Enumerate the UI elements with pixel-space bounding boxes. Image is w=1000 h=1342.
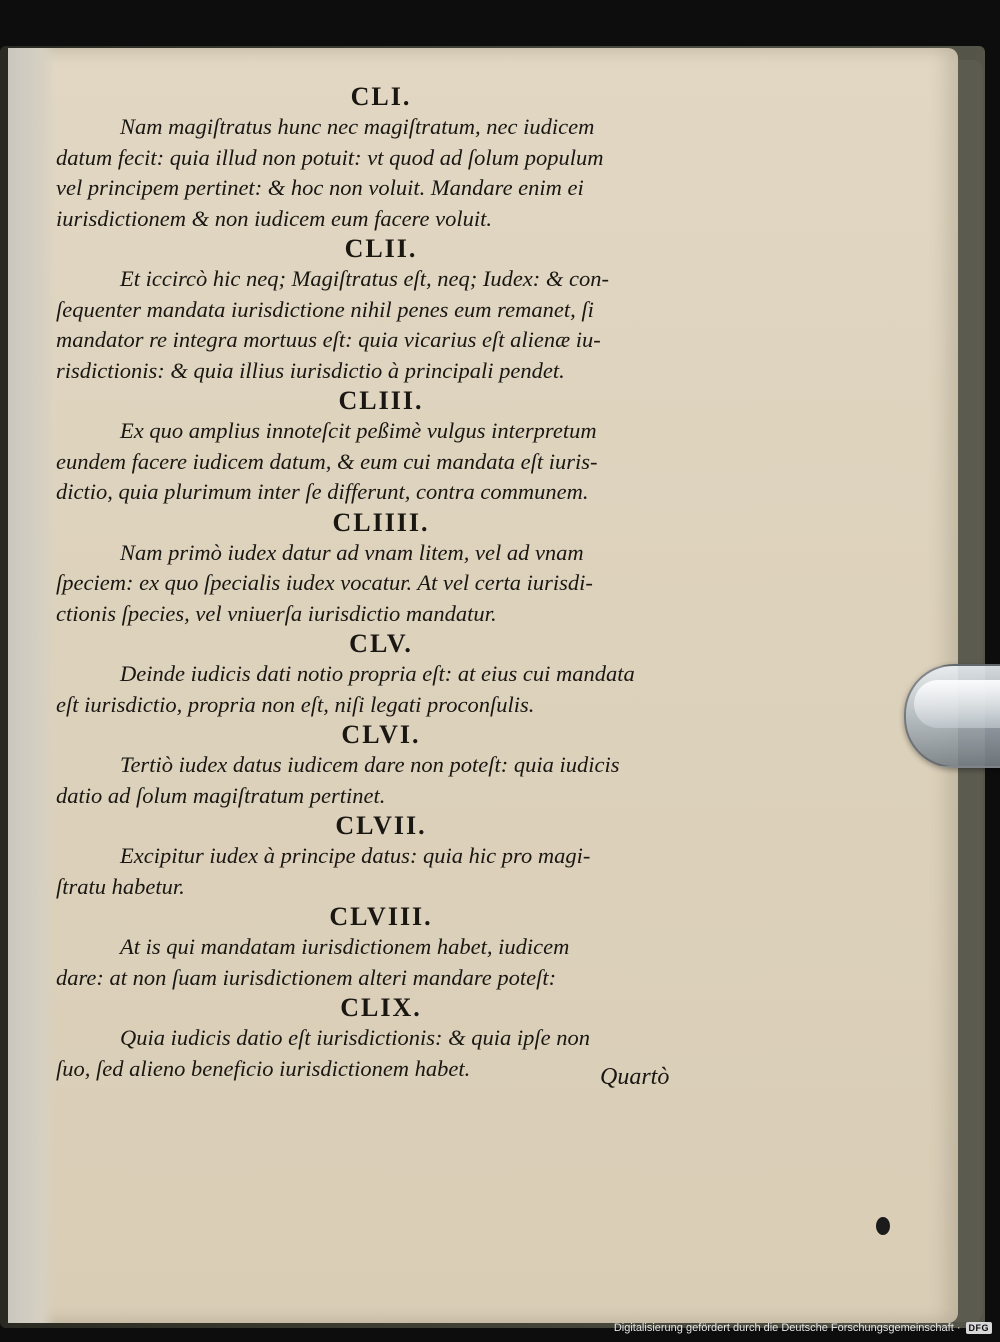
text-line: At is qui mandatam iurisdictionem habet, iudicem bbox=[120, 934, 570, 959]
text-line: Tertiò iudex datus iudicem dare non poteſt: quia iudicis bbox=[120, 752, 620, 777]
text-line: ſtratu habetur. bbox=[56, 873, 185, 899]
text-line: Quia iudicis datio eſt iurisdictionis: & quia ipſe non bbox=[120, 1025, 590, 1050]
text-line: ctionis ſpecies, vel vniuerſa iurisdictio mandatur. bbox=[56, 600, 497, 626]
text-line: datum fecit: quia illud non potuit: vt quod ad ſolum populum bbox=[56, 144, 604, 170]
text-line: dare: at non ſuam iurisdictionem alteri mandare poteſt: bbox=[56, 964, 557, 990]
text-line: Nam primò iudex datur ad vnam litem, vel ad vnam bbox=[120, 539, 584, 565]
catchword: Quartò bbox=[600, 1064, 670, 1090]
dfg-logo-icon: DFG bbox=[966, 1322, 993, 1334]
section-heading: CLVIII. bbox=[329, 902, 433, 931]
section-heading: CLIX. bbox=[340, 993, 422, 1022]
section-heading: CLIII. bbox=[338, 386, 424, 415]
section-heading: CLI. bbox=[350, 82, 412, 111]
page-worn-edge bbox=[8, 48, 56, 1323]
text-line: Ex quo amplius innoteſcit peßimè vulgus interpretum bbox=[120, 418, 597, 443]
page-text bbox=[56, 82, 706, 1084]
digitization-footer bbox=[614, 1320, 992, 1336]
text-line: ſpeciem: ex quo ſpecialis iudex vocatur. At vel certa iurisdi- bbox=[56, 570, 593, 595]
page-hole bbox=[876, 1217, 890, 1235]
text-line: dictio, quia plurimum inter ſe differunt, contra communem. bbox=[56, 479, 589, 504]
text-line: datio ad ſolum magiſtratum pertinet. bbox=[56, 782, 386, 808]
text-line: mandator re integra mortuus eſt: quia vicarius eſt alienæ iu- bbox=[56, 327, 601, 352]
section-heading: CLIIII. bbox=[332, 507, 430, 537]
footer-credit-text: Digitalisierung gefördert durch die Deutsche Forschungsgemeinschaft · bbox=[613, 1322, 961, 1334]
section-heading: CLII. bbox=[344, 234, 418, 263]
text-line: Excipitur iudex à principe datus: quia hic pro magi- bbox=[120, 843, 591, 868]
page-clip-highlight bbox=[914, 680, 1000, 728]
text-line: ſequenter mandata iurisdictione nihil penes eum remanet, ſi bbox=[56, 296, 594, 322]
text-line: Nam magiſtratus hunc nec magiſtratum, nec iudicem bbox=[120, 114, 595, 139]
text-line: eſt iurisdictio, propria non eſt, niſi legati proconſulis. bbox=[56, 691, 535, 717]
text-line: ſuo, ſed alieno beneficio iurisdictionem habet. bbox=[56, 1055, 471, 1081]
text-line: risdictionis: & quia illius iurisdictio à principali pendet. bbox=[56, 357, 565, 383]
text-line: Deinde iudicis dati notio propria eſt: at eius cui mandata bbox=[120, 661, 635, 686]
text-line: eundem facere iudicem datum, & eum cui mandata eſt iuris- bbox=[56, 448, 598, 474]
text-line: iurisdictionem & non iudicem eum facere voluit. bbox=[56, 205, 492, 231]
section-heading: CLVI. bbox=[341, 720, 421, 749]
text-line: Et iccircò hic neq; Magiſtratus eſt, neq; Iudex: & con- bbox=[120, 266, 610, 291]
section-heading: CLV. bbox=[349, 629, 413, 658]
section-heading: CLVII. bbox=[335, 811, 427, 840]
text-line: vel principem pertinet: & hoc non voluit. Mandare enim ei bbox=[56, 175, 584, 200]
